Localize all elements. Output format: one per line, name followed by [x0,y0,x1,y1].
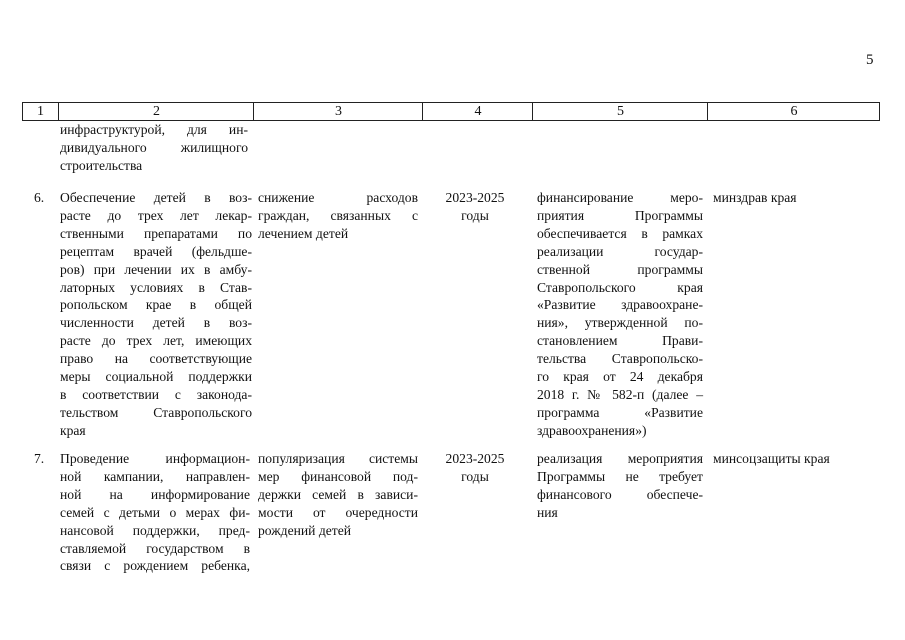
column-header-1: 1 [37,104,44,119]
text-line: приятия Программы [537,207,703,223]
text-line: годы [461,468,489,484]
text-line: годы [461,207,489,223]
text-line: тельством Ставропольского [60,404,252,420]
text-line: ной кампании, направлен- [60,468,250,484]
row-7-result [258,450,418,540]
row-6-financing [537,189,703,440]
text-line: Обеспечение детей в воз- [60,190,252,205]
text-line: минсоцзащиты края [713,451,830,466]
text-line: расте до трех лет лекар- [60,207,252,223]
text-line: ров) при лечении их в амбу- [60,261,252,277]
text-line: ния [537,504,558,520]
row-number: 7. [34,451,45,466]
text-line: финансирование меро- [537,190,703,205]
text-line: связи с рождением ребенка, [60,558,250,574]
text-line: меры социальной поддержки [60,369,252,385]
text-line: лечением детей [258,225,349,241]
page-number: 5 [866,52,874,68]
text-line: Проведение информацион- [60,451,250,466]
text-line: Ставропольского края [537,279,703,295]
text-line: латорных условиях в Став- [60,279,252,295]
text-line: ния», утвержденной по- [537,315,703,331]
continuation-text [60,121,248,175]
text-line: реализации государ- [537,243,703,259]
text-line: ной на информирование [60,486,250,502]
text-line: мер финансовой под- [258,468,418,484]
text-line: снижение расходов [258,190,418,205]
text-line: го края от 24 декабря [537,369,703,385]
row-7-period [425,450,525,486]
text-line: право на соответствующие [60,351,252,367]
text-line: «Развитие здравоохране- [537,297,703,313]
text-line: обеспечивается в рамках [537,225,703,241]
text-line: популяризация системы [258,451,418,466]
row-6-period [425,189,525,225]
text-line: 2018 г. № 582-п (далее – [537,386,703,402]
row-6-result [258,189,418,243]
text-line: здравоохранения») [537,422,647,438]
column-header-2: 2 [58,103,254,120]
column-header-6: 6 [707,103,880,120]
text-line: инфраструктурой, для ин- [60,122,248,137]
text-line: нансовой поддержки, пред- [60,522,250,538]
text-line: семей с детьми о мерах фи- [60,504,250,520]
text-line: рецептам врачей (фельдше- [60,243,252,259]
text-line: тельства Ставропольско- [537,351,703,367]
text-line: численности детей в воз- [60,315,252,331]
text-line: Программы не требует [537,468,703,484]
text-line: граждан, связанных с [258,207,418,223]
row-6-measure [60,189,252,440]
text-line: программа «Развитие [537,404,703,420]
text-line: минздрав края [713,190,797,205]
row-6-responsible [713,189,878,207]
text-line: расте до трех лет, имеющих [60,333,252,349]
row-7-financing [537,450,703,522]
text-line: держки семей в зависи- [258,486,418,502]
text-line: 2023-2025 [445,190,505,205]
text-line: края [60,422,86,438]
column-header-4: 4 [422,103,533,120]
text-line: ропольском крае в общей [60,297,252,313]
column-number-header [22,102,880,121]
text-line: мости от очередности [258,504,418,520]
text-line: строительства [60,157,143,173]
text-line: в соответствии с законода- [60,386,252,402]
text-line: реализация мероприятия [537,451,703,466]
row-7-responsible [713,450,883,468]
text-line: финансового обеспече- [537,486,703,502]
column-header-3: 3 [253,103,423,120]
text-line: ственными препаратами по [60,225,252,241]
text-line: становлением Прави- [537,333,703,349]
text-line: рождений детей [258,522,352,538]
text-line: ставляемой государством в [60,540,250,556]
row-number: 6. [34,190,45,205]
row-7-measure [60,450,250,575]
text-line: ственной программы [537,261,703,277]
text-line: 2023-2025 [445,451,505,466]
column-header-5: 5 [532,103,708,120]
text-line: дивидуального жилищного [60,139,248,155]
